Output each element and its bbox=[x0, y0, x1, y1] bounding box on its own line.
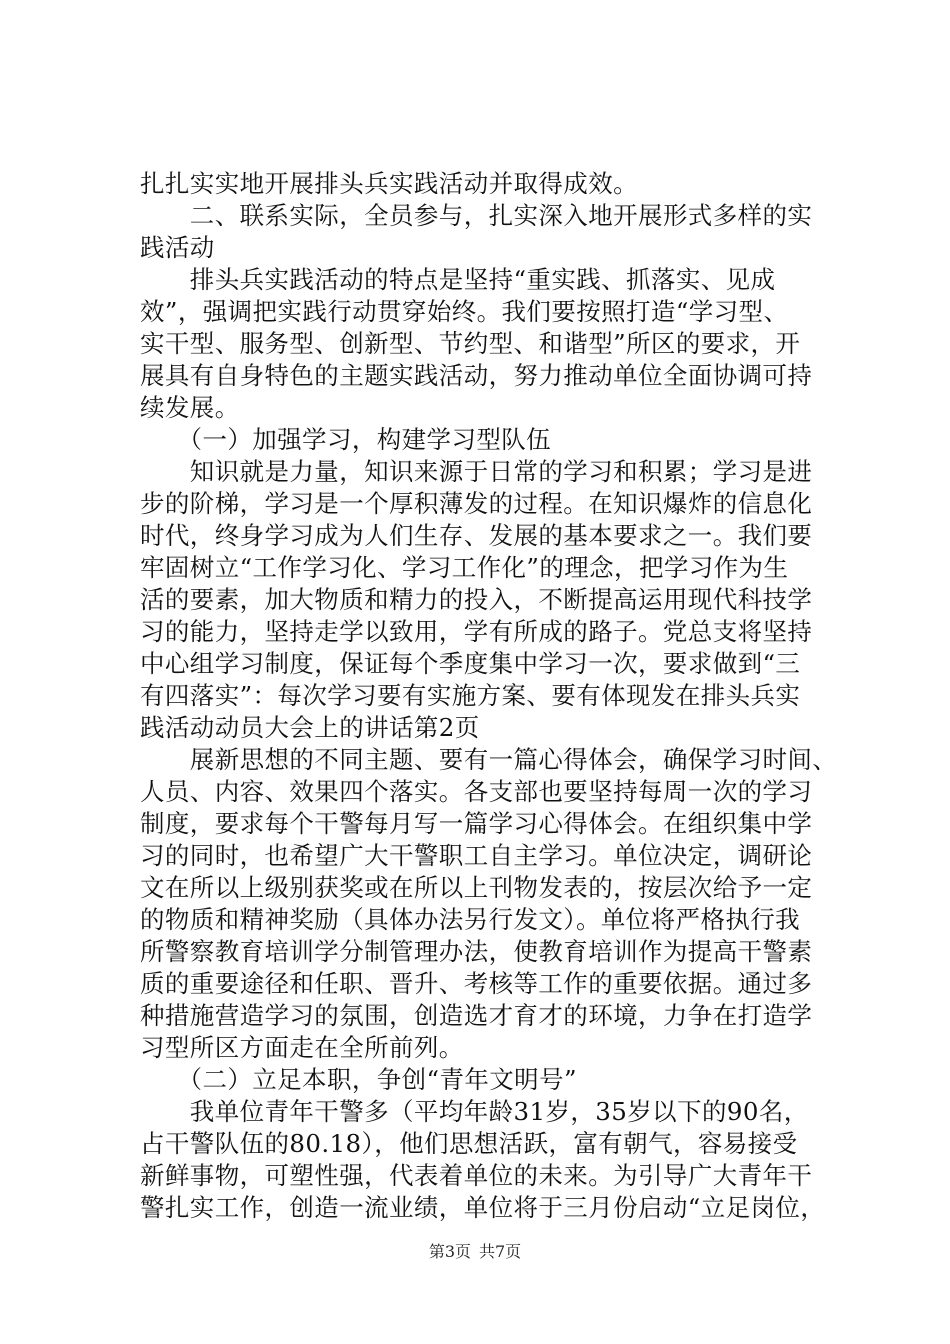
text-line: 中心组学习制度，保证每个季度集中学习一次，要求做到“三 bbox=[140, 649, 801, 678]
text-line: 质的重要途径和任职、晋升、考核等工作的重要依据。通过多 bbox=[140, 969, 813, 998]
text-line: 展新思想的不同主题、要有一篇心得体会，确保学习时间、 bbox=[140, 745, 838, 774]
text-line: 文在所以上级别获奖或在所以上刊物发表的，按层次给予一定 bbox=[140, 873, 813, 902]
text-line: 警扎实工作，创造一流业绩，单位将于三月份启动“立足岗位， bbox=[140, 1193, 826, 1222]
page-number: 第3页 bbox=[428, 1242, 471, 1261]
text-line: 占干警队伍的80.18），他们思想活跃，富有朝气，容易接受 bbox=[140, 1129, 798, 1158]
text-line: 牢固树立“工作学习化、学习工作化”的理念，把学习作为生 bbox=[140, 553, 789, 582]
text-line: 践活动动员大会上的讲话第2页 bbox=[140, 713, 480, 742]
text-line: 效”，强调把实践行动贯穿始终。我们要按照打造“学习型、 bbox=[140, 297, 789, 326]
page-total: 共7页 bbox=[479, 1242, 522, 1261]
subsection-heading: （一）加强学习，构建学习型队伍 bbox=[140, 425, 552, 454]
text-line: 展具有自身特色的主题实践活动，努力推动单位全面协调可持 bbox=[140, 361, 813, 390]
text-line: 扎扎实实地开展排头兵实践活动并取得成效。 bbox=[140, 169, 638, 198]
text-line: 习型所区方面走在全所前列。 bbox=[140, 1033, 464, 1062]
text-line: 步的阶梯，学习是一个厚积薄发的过程。在知识爆炸的信息化 bbox=[140, 489, 813, 518]
text-line: 知识就是力量，知识来源于日常的学习和积累；学习是进 bbox=[140, 457, 813, 486]
text-line: 实干型、服务型、创新型、节约型、和谐型”所区的要求，开 bbox=[140, 329, 801, 358]
text-line: 时代，终身学习成为人们生存、发展的基本要求之一。我们要 bbox=[140, 521, 813, 550]
text-line: 有四落实”：每次学习要有实施方案、要有体现发在排头兵实 bbox=[140, 681, 801, 710]
section-heading-continued: 践活动 bbox=[140, 233, 215, 262]
page-footer bbox=[0, 1242, 950, 1262]
text-line: 所警察教育培训学分制管理办法，使教育培训作为提高干警素 bbox=[140, 937, 813, 966]
subsection-heading: （二）立足本职，争创“青年文明号” bbox=[140, 1065, 577, 1094]
text-line: 活的要素，加大物质和精力的投入，不断提高运用现代科技学 bbox=[140, 585, 813, 614]
document-body bbox=[140, 168, 838, 1224]
text-line: 人员、内容、效果四个落实。各支部也要坚持每周一次的学习 bbox=[140, 777, 813, 806]
section-heading: 二、联系实际，全员参与，扎实深入地开展形式多样的实 bbox=[140, 201, 813, 230]
text-line: 我单位青年干警多（平均年龄31岁，35岁以下的90名， bbox=[140, 1097, 809, 1126]
text-line: 习的同时，也希望广大干警职工自主学习。单位决定，调研论 bbox=[140, 841, 813, 870]
text-line: 制度，要求每个干警每月写一篇学习心得体会。在组织集中学 bbox=[140, 809, 813, 838]
text-line: 的物质和精神奖励（具体办法另行发文）。单位将严格执行我 bbox=[140, 905, 801, 934]
text-line: 排头兵实践活动的特点是坚持“重实践、抓落实、见成 bbox=[140, 265, 776, 294]
text-line: 种措施营造学习的氛围，创造选才育才的环境，力争在打造学 bbox=[140, 1001, 813, 1030]
text-line: 续发展。 bbox=[140, 393, 240, 422]
text-line: 习的能力，坚持走学以致用，学有所成的路子。党总支将坚持 bbox=[140, 617, 813, 646]
text-line: 新鲜事物，可塑性强，代表着单位的未来。为引导广大青年干 bbox=[140, 1161, 813, 1190]
